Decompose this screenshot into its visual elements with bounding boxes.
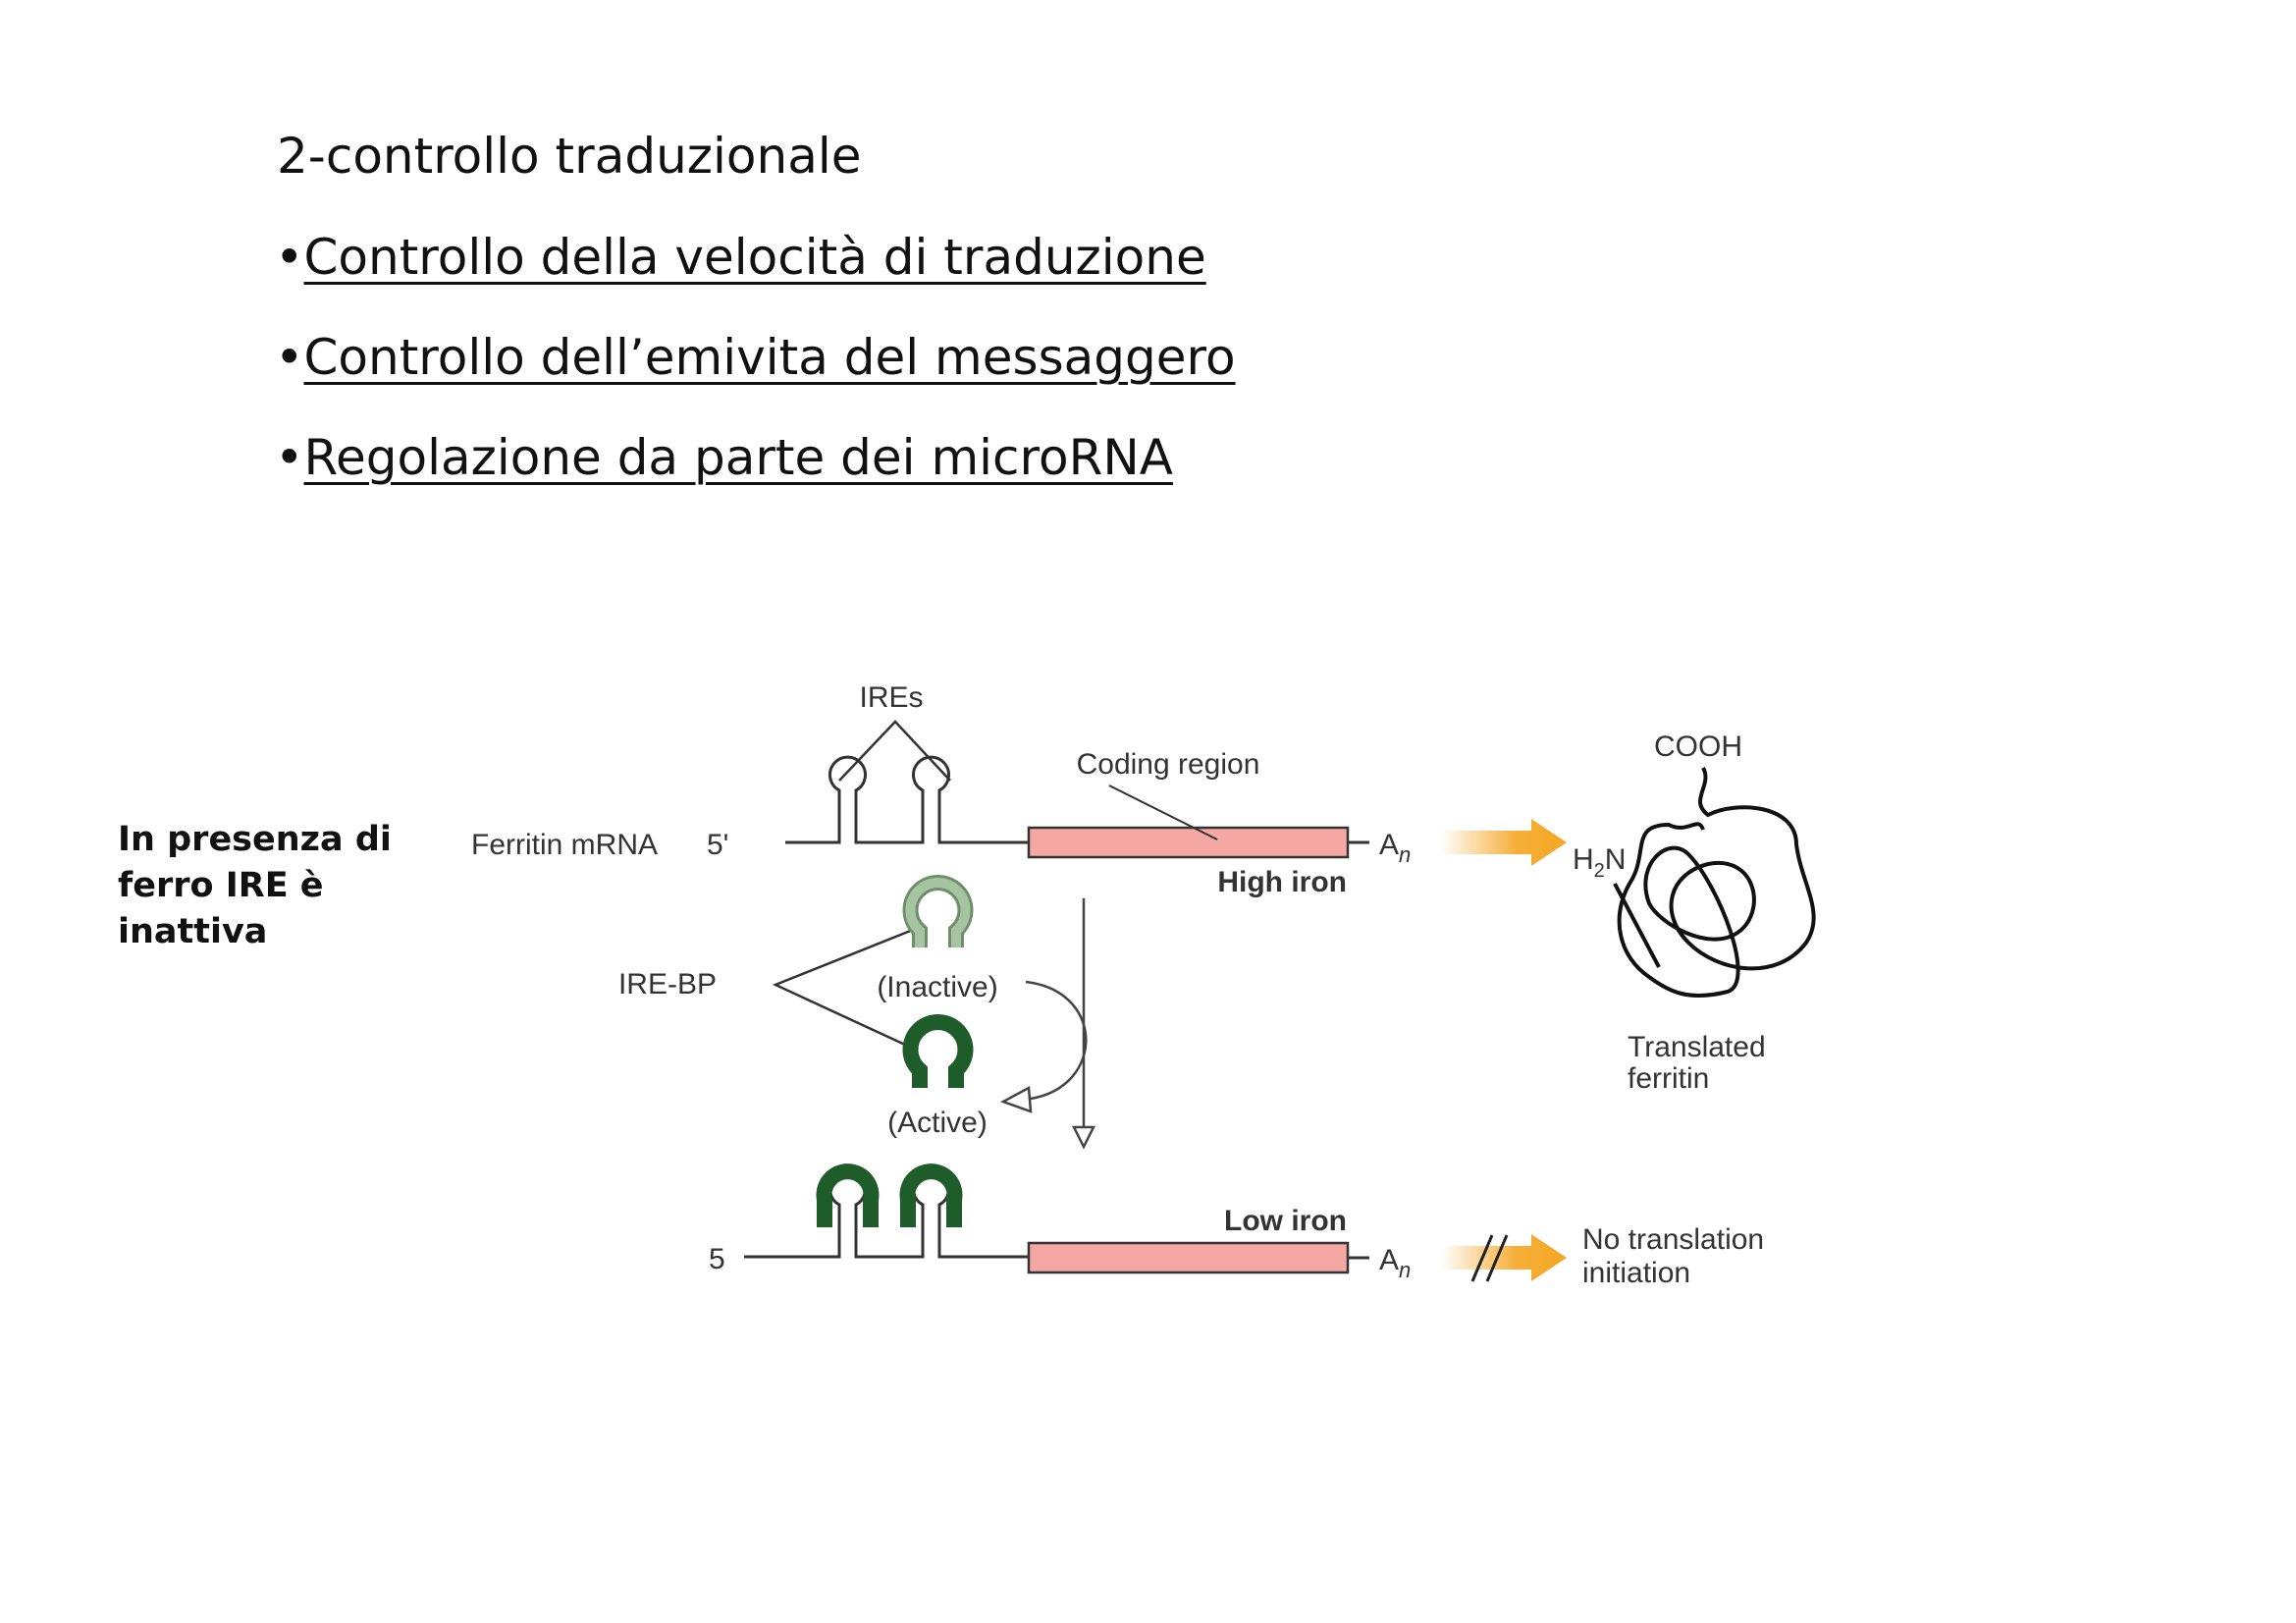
coding-region-label: Coding region <box>1076 748 1260 781</box>
ire-bp-label: IRE-BP <box>617 968 717 1001</box>
bottom-mrna-strand <box>744 1171 1029 1257</box>
mrna-label: Ferritin mRNA <box>471 829 659 861</box>
no-translation-line1: No translation <box>1582 1223 1765 1256</box>
bound-ire-bp-1 <box>825 1171 872 1227</box>
ires-bracket <box>839 722 950 781</box>
poly-a-top: $A_n$ <box>1379 829 1412 867</box>
protein-n-terminus <box>1615 884 1659 967</box>
inactive-label: (Inactive) <box>877 971 998 1003</box>
translated-ferritin-line2: ferritin <box>1628 1062 1710 1095</box>
low-iron-label: Low iron <box>1224 1205 1347 1237</box>
coding-region-box-top <box>1029 828 1348 857</box>
bullet-marker: • <box>275 429 304 486</box>
translated-ferritin-line1: Translated <box>1628 1031 1766 1063</box>
translation-arrow-top <box>1441 819 1567 866</box>
protein-h2n-label: $H_2N$ <box>1573 843 1627 882</box>
bullet-text-microrna: Regolazione da parte dei microRNA <box>303 429 1173 486</box>
active-label: (Active) <box>887 1107 988 1139</box>
high-iron-label: High iron <box>1217 866 1347 898</box>
bullet-text-translation-speed: Controllo della velocità di traduzione <box>303 229 1206 286</box>
down-arrowhead <box>1074 1127 1094 1147</box>
bullet-marker: • <box>275 329 304 386</box>
bound-ire-bp-2 <box>908 1171 955 1227</box>
bullet-marker: • <box>275 229 304 286</box>
ferritin-protein-chain <box>1620 768 1814 996</box>
top-mrna-strand <box>785 757 1029 842</box>
bullet-text-mrna-half-life: Controllo dell’emivita del messaggero <box>303 329 1236 386</box>
conversion-arrowhead <box>1003 1088 1031 1111</box>
slide-title: 2-controllo traduzionale <box>277 128 862 185</box>
coding-region-box-bottom <box>1029 1243 1348 1272</box>
side-note: In presenza di ferro IRE è inattiva <box>118 820 392 951</box>
poly-a-bottom: $A_n$ <box>1379 1244 1412 1282</box>
no-translation-line2: initiation <box>1582 1257 1691 1289</box>
five-prime-bottom: 5 <box>709 1243 725 1275</box>
active-ire-bp-icon <box>911 1022 966 1088</box>
protein-cooh-label: COOH <box>1654 730 1742 763</box>
five-prime-top: 5' <box>707 829 729 861</box>
conversion-curve-arrow <box>1021 982 1086 1100</box>
ires-label: IREs <box>859 681 924 714</box>
